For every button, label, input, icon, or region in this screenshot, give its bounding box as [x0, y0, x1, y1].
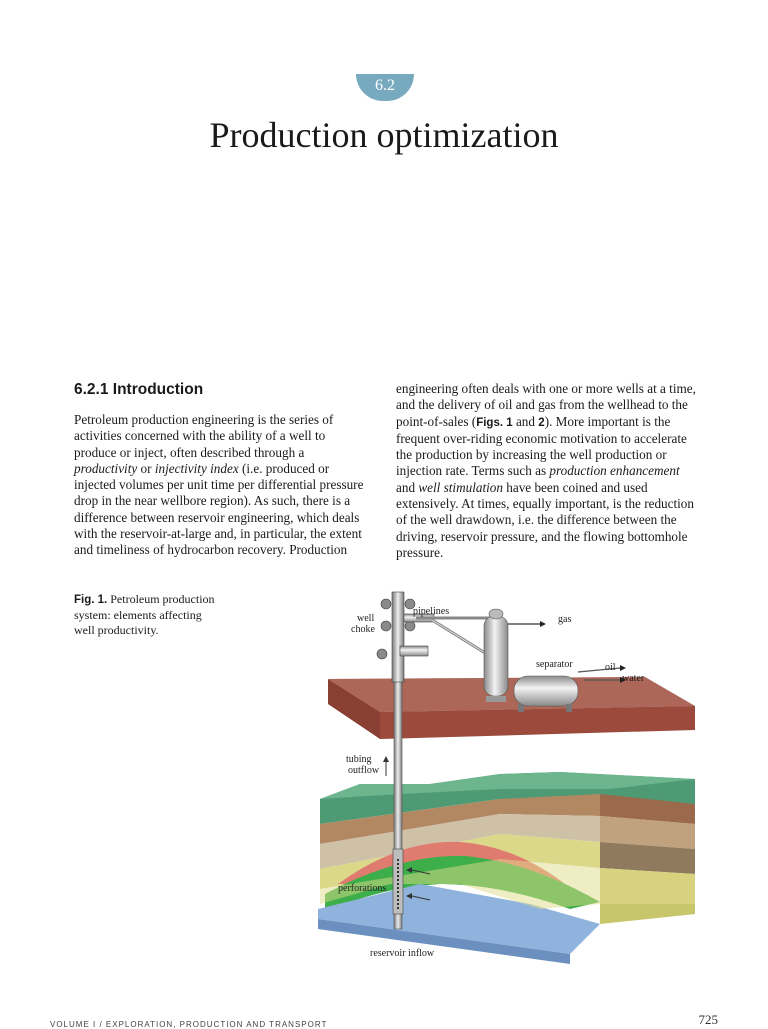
section-heading: 6.2.1 Introduction [74, 381, 204, 398]
label-perforations: perforations [338, 883, 387, 894]
italic-term: injectivity index [154, 460, 239, 476]
text-run: engineering often deals with one or more wells at a time, and the delivery of oil and gas from the wellhead to the point-of-sales ( [396, 381, 696, 429]
text-run: (i.e. produced or injected volumes per unit time per differential pressure drop in the near wellbore region). As such, there is a difference between reservoir engineering, which deals with the reservoir-at-large and, in particular, the extent and timeliness of hydrocarbon recovery. Production [74, 460, 364, 558]
label-well: well [357, 613, 375, 624]
text-run: Petroleum production engineering is the series of activities concerned with the ability of a well to produce or inject, often described through a [74, 412, 334, 460]
surface-slab [328, 677, 695, 739]
outflow-arrow [383, 756, 389, 776]
running-footer: VOLUME I / EXPLORATION, PRODUCTION AND TRANSPORT [50, 1020, 328, 1029]
section-number: 6.2 [375, 77, 395, 94]
figure-reference[interactable]: Figs. 1 [476, 416, 513, 429]
label-gas: gas [558, 614, 572, 625]
intro-paragraph [74, 412, 370, 559]
label-water: water [622, 673, 645, 684]
label-separator: separator [536, 659, 573, 670]
caption-label: Fig. 1. [74, 594, 108, 606]
caption-text: Petroleum production system: elements affecting well productivity. [74, 592, 215, 637]
left-column [74, 380, 370, 559]
italic-term: production enhancement [549, 463, 680, 479]
italic-term: well stimulation [418, 479, 503, 495]
reservoir-block [318, 772, 695, 964]
label-tubing: tubing [346, 754, 372, 765]
label-outflow: outflow [348, 765, 380, 776]
figure-reference[interactable]: 2 [538, 416, 545, 429]
section-number-badge [356, 74, 414, 101]
label-pipelines: pipelines [413, 606, 450, 617]
text-run: or [137, 460, 155, 476]
label-reservoir-inflow: reservoir inflow [370, 948, 435, 959]
text-run: ). More important is the frequent over-riding economic motivation to accelerate the production by increasing the well production or injection rate. Terms such as [396, 413, 687, 479]
label-choke: choke [351, 624, 375, 635]
text-run: and [512, 413, 539, 429]
text-run: have been coined and used extensively. At times, equally important, is the reduction of the well drawdown, i.e. the difference between the driving, reservoir pressure, and the flowing bottomhole pressure. [396, 479, 694, 560]
figure-caption [74, 592, 224, 638]
text-run: and [396, 479, 419, 495]
right-column [396, 381, 696, 561]
continued-paragraph [396, 381, 696, 561]
page-title: Production optimization [209, 115, 559, 155]
italic-term: productivity [74, 460, 138, 476]
label-oil: oil [605, 662, 616, 673]
production-system-figure [300, 584, 710, 974]
wellbore [393, 664, 403, 929]
page-number: 725 [698, 1012, 718, 1027]
